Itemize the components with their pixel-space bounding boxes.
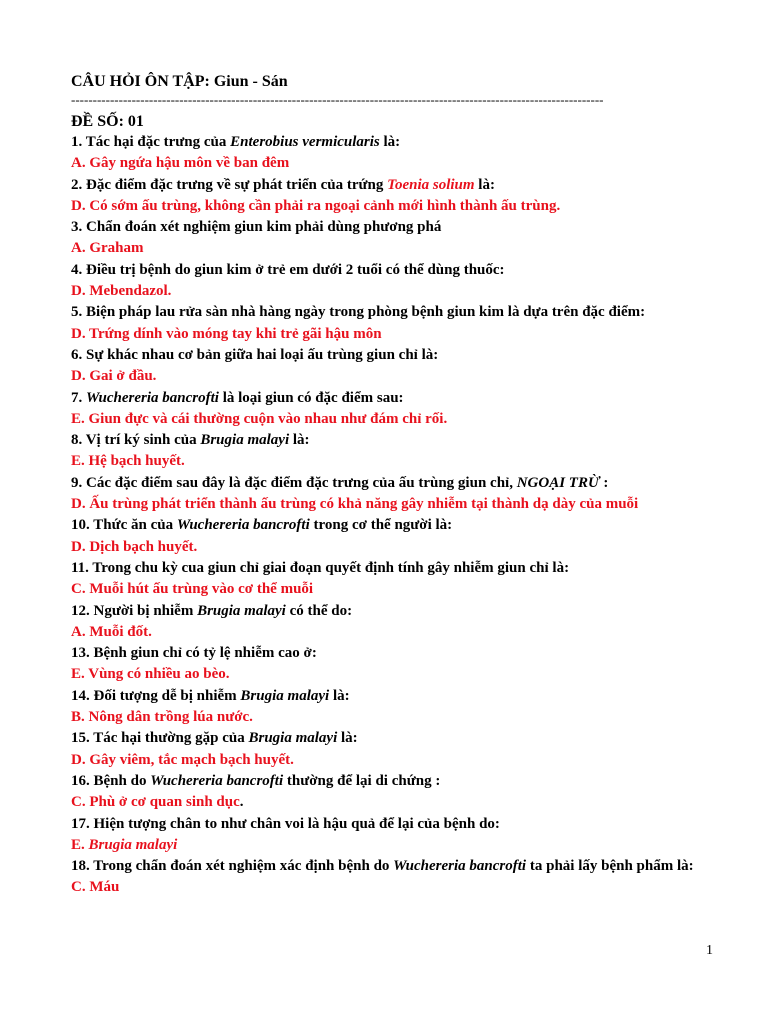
question-10 [71,515,711,536]
answer-12-text: A. Muỗi đốt. [71,623,152,640]
question-16-text: 16. Bệnh do [71,772,151,789]
question-5-text: 5. Biện pháp lau rửa sàn nhà hàng ngày trong phòng bệnh giun kim là dựa trên đặc điểm: [71,304,646,321]
question-11 [71,558,711,579]
exam-number: ĐỀ SỐ: 01 [71,113,144,130]
question-8-text: Brugia malayi [200,432,290,449]
question-4-text: 4. Điều trị bệnh do giun kim ở trẻ em dưới 2 tuổi có thể dùng thuốc: [71,261,505,278]
answer-1-text: A. Gây ngứa hậu môn về ban đêm [71,155,290,172]
question-2-text: 2. Đặc điểm đặc trưng về sự phát triển của trứng [71,176,388,193]
answer-18-text: C. Máu [71,879,120,896]
question-15-text: Brugia malayi [248,730,338,747]
answer-17-text: Brugia malayi [88,836,178,853]
question-12-text: 12. Người bị nhiễm [71,602,198,619]
answer-10 [71,537,711,558]
question-14-text: Brugia malayi [240,687,330,704]
answer-15 [71,750,711,771]
question-14-text: 14. Đối tượng dễ bị nhiễm [71,687,241,704]
question-18-text: ta phải lấy bệnh phẩm là: [526,858,694,875]
question-1-text: 1. Tác hại đặc trưng của [71,134,231,150]
answer-17 [71,835,711,856]
answer-7 [71,409,711,430]
answer-6-text: D. Gai ở đầu. [71,368,157,385]
question-8 [71,430,711,451]
answer-3 [71,238,711,259]
answer-5 [71,324,711,345]
answer-16-text: . [239,794,244,811]
answer-12 [71,622,711,643]
question-5 [71,302,711,323]
question-7 [71,388,711,409]
answer-14-text: B. Nông dân trồng lúa nước. [71,709,253,726]
question-2 [71,175,711,196]
question-6-text: 6. Sự khác nhau cơ bản giữa hai loại ấu trùng giun chỉ là: [71,346,439,363]
answer-14 [71,707,711,728]
document-title: CÂU HỎI ÔN TẬP: Giun - Sán [71,73,288,90]
question-14-text: là: [329,687,350,704]
question-10-text: Wuchereria bancrofti [176,517,310,534]
question-2-text: là: [474,176,495,193]
answer-2-text: D. Có sớm ấu trùng, không cần phải ra ngoại cảnh mới hình thành ấu trùng. [71,197,561,214]
answer-13 [71,664,711,685]
question-15-text: 15. Tác hại thường gặp của [71,730,249,747]
question-15 [71,728,711,749]
question-1-text: Enterobius vermicularis [230,134,380,150]
question-13-text: 13. Bệnh giun chỉ có tỷ lệ nhiễm cao ở: [71,645,317,662]
answer-16 [71,792,711,813]
answer-7-text: E. Giun đực và cái thường cuộn vào nhau như đám chỉ rối. [71,410,448,427]
question-4 [71,260,711,281]
question-3-text: 3. Chẩn đoán xét nghiệm giun kim phải dùng phương phá [71,219,442,236]
question-9-text: 9. Các đặc điểm sau đây là đặc điểm đặc trưng của ấu trùng giun chỉ, [71,474,517,491]
question-10-text: trong cơ thể người là: [309,517,453,534]
question-14 [71,686,711,707]
separator-line: --------------------------------------------------------------------------------------------------------------------------- [71,92,604,107]
answer-13-text: E. Vùng có nhiều ao bèo. [71,666,230,683]
question-15-text: là: [337,730,358,747]
question-18-text: 18. Trong chẩn đoán xét nghiệm xác định bệnh do [71,858,394,875]
question-18 [71,856,711,877]
question-7-text: là loại giun có đặc điểm sau: [218,389,404,406]
question-2-text: Toenia solium [387,176,475,193]
question-13 [71,643,711,664]
question-8-text: 8. Vị trí ký sinh của [71,432,201,449]
question-17 [71,814,711,835]
question-12-text: Brugia malayi [197,602,286,619]
question-6 [71,345,711,366]
question-9 [71,473,711,494]
question-list [71,132,711,899]
question-1 [71,132,711,153]
question-12 [71,601,711,622]
question-8-text: là: [289,432,310,449]
question-9-text: : [599,474,609,491]
question-16-text: Wuchereria bancrofti [150,772,284,789]
answer-5-text: D. Trứng dính vào móng tay khi trẻ gãi hậu môn [71,325,382,342]
answer-4-text: D. Mebendazol. [71,283,172,300]
answer-9-text: D. Ấu trùng phát triển thành ấu trùng có khả năng gây nhiễm tại thành dạ dày của muỗi [71,496,639,513]
question-9-text: NGOẠI TRỪ [516,474,600,491]
answer-6 [71,366,711,387]
answer-11-text: C. Muỗi hút ấu trùng vào cơ thể muỗi [71,581,314,598]
question-17-text: 17. Hiện tượng chân to như chân voi là hậu quả để lại của bệnh do: [71,815,500,832]
answer-15-text: D. Gây viêm, tắc mạch bạch huyết. [71,751,294,768]
answer-9 [71,494,711,515]
answer-11 [71,579,711,600]
answer-8 [71,451,711,472]
answer-2 [71,196,711,217]
answer-8-text: E. Hệ bạch huyết. [71,453,185,470]
page-number: 1 [706,943,713,958]
question-1-text: là: [379,134,401,150]
question-7-text: 7. [71,389,86,406]
answer-10-text: D. Dịch bạch huyết. [71,538,198,555]
question-16-text: thường để lại di chứng : [283,772,441,789]
answer-16-text: C. Phù ở cơ quan sinh dục [71,794,240,811]
question-7-text: Wuchereria bancrofti [86,389,219,406]
question-18-text: Wuchereria bancrofti [393,858,527,875]
answer-4 [71,281,711,302]
answer-1 [71,153,711,174]
answer-17-text: E. [71,836,89,853]
question-3 [71,217,711,238]
document-page [71,72,711,899]
question-10-text: 10. Thức ăn của [71,517,177,534]
question-11-text: 11. Trong chu kỳ cua giun chỉ giai đoạn quyết định tính gây nhiễm giun chỉ là: [71,559,570,576]
question-16 [71,771,711,792]
question-12-text: có thể do: [285,602,353,619]
answer-3-text: A. Graham [71,240,144,257]
answer-18 [71,877,711,898]
